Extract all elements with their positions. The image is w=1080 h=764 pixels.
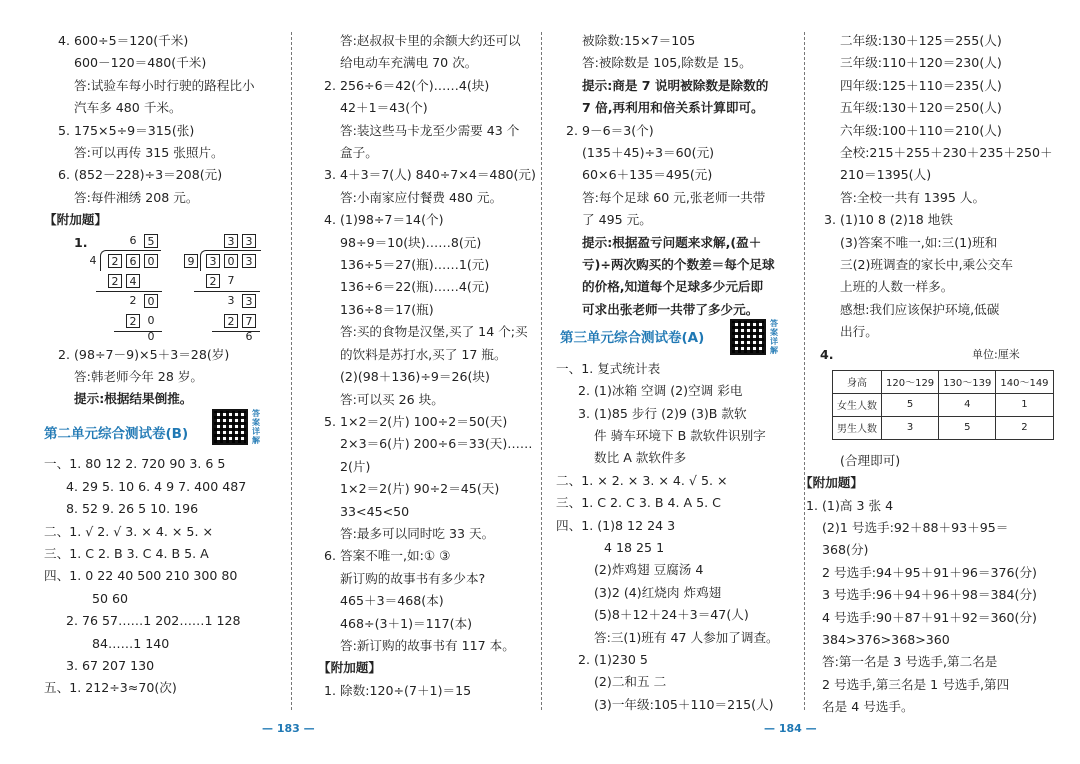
table-cell: 140～149	[996, 370, 1053, 393]
text-line: 2 号选手,第三名是 1 号选手,第四	[822, 676, 1010, 692]
text-line: 210＝1395(人)	[840, 167, 932, 183]
page-number: — 183 —	[262, 722, 315, 735]
text-line: 三年级:110＋120＝230(人)	[840, 55, 1002, 71]
text-line: 3. (1)10 8 (2)18 地铁	[824, 212, 953, 228]
table-cell: 身高	[833, 370, 882, 393]
text-line: 3. 67 207 130	[66, 657, 155, 673]
text-line: 答:每件湘绣 208 元。	[74, 189, 199, 205]
text-line: (2)1 号选手:92＋88＋93＋95＝	[822, 519, 1009, 535]
text-line: 3 号选手:96＋94＋96＋98＝384(分)	[822, 587, 1037, 603]
text-line: 可求出张老师一共带了多少元。	[582, 301, 759, 317]
qr-label: 答案详解	[770, 319, 778, 356]
subtraction-line	[194, 291, 260, 292]
text-line: 答:装这些马卡龙至少需要 43 个	[340, 122, 520, 138]
text-line: 84……1 140	[92, 635, 170, 651]
text-line: 136÷6＝22(瓶)……4(元)	[340, 279, 490, 295]
text-line: 答:被除数是 105,除数是 15。	[582, 55, 752, 71]
note-text: (合理即可)	[840, 452, 901, 468]
table-cell: 3	[882, 416, 939, 439]
table-cell: 5	[939, 416, 996, 439]
text-line: 四、1. (1)8 12 24 3	[556, 517, 676, 533]
divisor: 9	[184, 254, 198, 268]
text-line: 件 骑车环境下 B 款软件识别字	[594, 427, 766, 443]
text-line: 【附加题】	[800, 475, 863, 491]
text-line: 答:试验车每小时行驶的路程比小	[74, 77, 255, 93]
text-line: 答:韩老师今年 28 岁。	[74, 369, 204, 385]
dividend-digit: 0	[224, 254, 238, 268]
answer-block	[44, 453, 288, 699]
text-line: 给电动车充满电 70 次。	[340, 55, 478, 71]
product-digit: 2	[108, 274, 122, 288]
final-remainder: 6	[245, 329, 253, 343]
text-line: 2. 76 57……1 202……1 128	[66, 613, 241, 629]
text-line: 6. 答案不唯一,如:① ③	[324, 548, 451, 564]
text-line: (5)8＋12＋24＋3＝47(人)	[594, 607, 749, 623]
text-line: 提示:根据结果倒推。	[74, 391, 193, 407]
height-table	[832, 370, 1054, 440]
text-line: 五、1. 212÷3≈70(次)	[44, 680, 177, 696]
text-line: 亏)÷两次购买的个数差＝每个足球	[582, 257, 775, 273]
page-number-value: 183	[276, 722, 300, 735]
unit-label: 单位:厘米	[972, 347, 1020, 361]
text-line: 一、1. 复式统计表	[556, 360, 661, 376]
text-line: 1. (1)高 3 张 4	[806, 497, 894, 513]
text-line: 新订购的故事书有多少本?	[340, 570, 486, 586]
answer-block	[818, 30, 1058, 344]
section-title-text: 第二单元综合测试卷(B)	[44, 425, 189, 442]
answer-block	[556, 358, 800, 717]
text-line: 数比 A 款软件多	[594, 450, 687, 466]
text-line: 4 号选手:90＋87＋91＋92＝360(分)	[822, 609, 1037, 625]
qr-code-icon[interactable]	[212, 409, 248, 445]
product-digit: 0	[147, 313, 155, 327]
table-row	[833, 393, 1054, 416]
text-line: 2. (1)230 5	[578, 651, 648, 667]
addon-heading: 【附加题】	[44, 212, 107, 228]
text-line: 8. 52 9. 26 5 10. 196	[66, 501, 199, 517]
text-line: 1×2＝2(片) 90÷2＝45(天)	[340, 481, 500, 497]
text-line: 7 倍,再利用和倍关系计算即可。	[582, 100, 764, 116]
text-line: 三、1. C 2. C 3. B 4. A 5. C	[556, 495, 721, 511]
text-line: 一、1. 80 12 2. 720 90 3. 6 5	[44, 456, 226, 472]
table-cell: 5	[882, 393, 939, 416]
text-line: 6. (852－228)÷3＝208(元)	[58, 167, 223, 183]
remainder-digit: 2	[129, 293, 137, 307]
quotient-digit: 3	[224, 234, 238, 248]
text-line: 汽车多 480 千米。	[74, 100, 182, 116]
table-cell: 4	[939, 393, 996, 416]
product-digit: 7	[242, 314, 256, 328]
column-3	[556, 30, 800, 716]
text-line: 60×6＋135＝495(元)	[582, 167, 713, 183]
column-separator	[291, 32, 292, 710]
text-line: 名是 4 号选手。	[822, 699, 914, 715]
answer-block	[800, 472, 1058, 718]
table-cell: 1	[996, 393, 1053, 416]
text-line: 3. (1)85 步行 (2)9 (3)B 款软	[578, 405, 747, 421]
text-line: 答:每个足球 60 元,张老师一共带	[582, 189, 766, 205]
text-line: 465＋3＝468(本)	[340, 593, 444, 609]
text-line: 二、1. × 2. × 3. × 4. √ 5. ×	[556, 472, 728, 488]
text-line: 六年级:100＋110＝210(人)	[840, 122, 1002, 138]
text-line: 2. 256÷6＝42(个)……4(块)	[324, 77, 490, 93]
text-line: 2 号选手:94＋95＋91＋96＝376(分)	[822, 564, 1037, 580]
text-line: 的饮料是苏打水,买了 17 瓶。	[340, 346, 507, 362]
remainder-digit: 3	[242, 294, 256, 308]
question-number: 4.	[820, 346, 834, 362]
text-line: 5. 1×2＝2(片) 100÷2＝50(天)	[324, 413, 508, 429]
text-line: (3)答案不唯一,如:三(1)班和	[840, 234, 998, 250]
text-line: 二、1. √ 2. √ 3. × 4. × 5. ×	[44, 523, 214, 539]
text-line: 2. 9－6＝3(个)	[566, 122, 654, 138]
text-line: 三(2)班调查的家长中,乘公交车	[840, 257, 1013, 273]
text-line: (3)2 (4)红烧肉 炸鸡翅	[594, 584, 722, 600]
text-line: 答:买的食物是汉堡,买了 14 个;买	[340, 324, 528, 340]
text-line: 全校:215＋255＋230＋235＋250＋	[840, 145, 1053, 161]
text-line: 答:最多可以同时吃 33 天。	[340, 525, 495, 541]
answer-block	[318, 30, 538, 702]
text-line: 【附加题】	[318, 660, 381, 676]
column-separator	[541, 32, 542, 710]
text-line: 2×3＝6(片) 200÷6＝33(天)……	[340, 436, 533, 452]
answer-block	[52, 344, 288, 411]
section-title-text: 第三单元综合测试卷(A)	[560, 330, 705, 347]
table-cell: 130～139	[939, 370, 996, 393]
text-line: 盒子。	[340, 145, 378, 161]
text-line: 出行。	[840, 324, 878, 340]
dividend-digit: 2	[108, 254, 122, 268]
remainder-digit: 0	[144, 294, 158, 308]
text-line: (2)炸鸡翅 豆腐汤 4	[594, 562, 704, 578]
text-line: (135＋45)÷3＝60(元)	[582, 145, 715, 161]
text-line: (3)一年级:105＋110＝215(人)	[594, 696, 774, 712]
answer-block	[52, 30, 288, 209]
table-header-row	[833, 370, 1054, 393]
text-line: 感想:我们应该保护环境,低碳	[840, 301, 1000, 317]
text-line: 1. 除数:120÷(7＋1)＝15	[324, 682, 472, 698]
text-line: 4. 29 5. 10 6. 4 9 7. 400 487	[66, 478, 247, 494]
text-line: 的价格,知道每个足球多少元后即	[582, 279, 764, 295]
quotient-digit: 5	[144, 234, 158, 248]
text-line: 368(分)	[822, 542, 869, 558]
text-line: 50 60	[92, 590, 129, 606]
table-cell: 120～129	[882, 370, 939, 393]
text-line: 答:可以再传 315 张照片。	[74, 145, 224, 161]
text-line: 136÷5＝27(瓶)……1(元)	[340, 257, 490, 273]
page-number: — 184 —	[764, 722, 817, 735]
column-4	[800, 30, 1058, 719]
section-title	[560, 319, 800, 356]
product-digit: 4	[126, 274, 140, 288]
text-line: 答:三(1)班有 47 人参加了调查。	[594, 629, 779, 645]
text-line: 上班的人数一样多。	[840, 279, 954, 295]
qr-label: 答案详解	[252, 408, 260, 445]
text-line: 33<45<50	[340, 503, 410, 519]
long-division-block	[52, 232, 288, 344]
quotient-digit: 6	[129, 233, 137, 247]
text-line: 提示:根据盈亏问题来求解,(盈＋	[582, 234, 762, 250]
subtraction-line	[96, 291, 162, 292]
divisor: 4	[89, 253, 97, 267]
table-block	[818, 344, 1058, 452]
text-line: 5. 175×5÷9＝315(张)	[58, 122, 195, 138]
text-line: 3. 4＋3＝7(人) 840÷7×4＝480(元)	[324, 167, 536, 183]
text-line: 2. (1)冰箱 空调 (2)空调 彩电	[578, 383, 743, 399]
text-line: 答:小南家应付餐费 480 元。	[340, 189, 503, 205]
text-line: 4 18 25 1	[604, 539, 665, 555]
remainder-digit: 3	[227, 293, 235, 307]
section-title	[44, 408, 288, 445]
text-line: 136÷8＝17(瓶)	[340, 301, 434, 317]
answer-block	[560, 30, 800, 321]
text-line: 2. (98÷7－9)×5＋3＝28(岁)	[58, 346, 230, 362]
text-line: 答:新订购的故事书有 117 本。	[340, 637, 515, 653]
product-digit: 7	[227, 273, 235, 287]
dividend-digit: 3	[242, 254, 256, 268]
text-line: 四年级:125＋110＝235(人)	[840, 77, 1002, 93]
column-1	[44, 30, 288, 700]
dividend-digit: 3	[206, 254, 220, 268]
quotient-digit: 3	[242, 234, 256, 248]
text-line: 42＋1＝43(个)	[340, 100, 428, 116]
text-line: 答:第一名是 3 号选手,第二名是	[822, 654, 998, 670]
product-digit: 2	[126, 314, 140, 328]
question-number: 1.	[74, 234, 88, 250]
table-cell: 女生人数	[833, 393, 882, 416]
page-number-value: 184	[778, 722, 802, 735]
text-line: (2)二和五 二	[594, 674, 667, 690]
product-digit: 2	[224, 314, 238, 328]
column-2	[318, 30, 538, 702]
final-remainder: 0	[147, 329, 155, 343]
text-line: 98÷9＝10(块)……8(元)	[340, 234, 482, 250]
text-line: 三、1. C 2. B 3. C 4. B 5. A	[44, 545, 209, 561]
text-line: (2)(98＋136)÷9＝26(块)	[340, 369, 490, 385]
text-line: 468÷(3＋1)＝117(本)	[340, 615, 473, 631]
table-cell: 男生人数	[833, 416, 882, 439]
dividend-digit: 6	[126, 254, 140, 268]
long-division-1	[86, 234, 166, 342]
text-line: 4. 600÷5＝120(千米)	[58, 33, 189, 48]
text-line: 384>376>368>360	[822, 631, 950, 647]
text-line: 四、1. 0 22 40 500 210 300 80	[44, 568, 238, 584]
text-line: 二年级:130＋125＝255(人)	[840, 33, 1002, 48]
table-cell: 2	[996, 416, 1053, 439]
text-line: 答:全校一共有 1395 人。	[840, 189, 986, 205]
text-line: 提示:商是 7 说明被除数是除数的	[582, 77, 769, 93]
text-line: 五年级:130＋120＝250(人)	[840, 100, 1002, 116]
text-line: 答:可以买 26 块。	[340, 391, 444, 407]
dividend-digit: 0	[144, 254, 158, 268]
text-line: 了 495 元。	[582, 212, 652, 228]
text-line: 被除数:15×7＝105	[582, 33, 696, 48]
qr-code-icon[interactable]	[730, 319, 766, 355]
long-division-2	[184, 234, 274, 342]
product-digit: 2	[206, 274, 220, 288]
text-line: 2(片)	[340, 458, 371, 474]
text-line: 600－120＝480(千米)	[74, 55, 207, 71]
text-line: 4. (1)98÷7＝14(个)	[324, 212, 444, 228]
text-line: 答:赵叔叔卡里的余额大约还可以	[340, 33, 521, 48]
table-row	[833, 416, 1054, 439]
